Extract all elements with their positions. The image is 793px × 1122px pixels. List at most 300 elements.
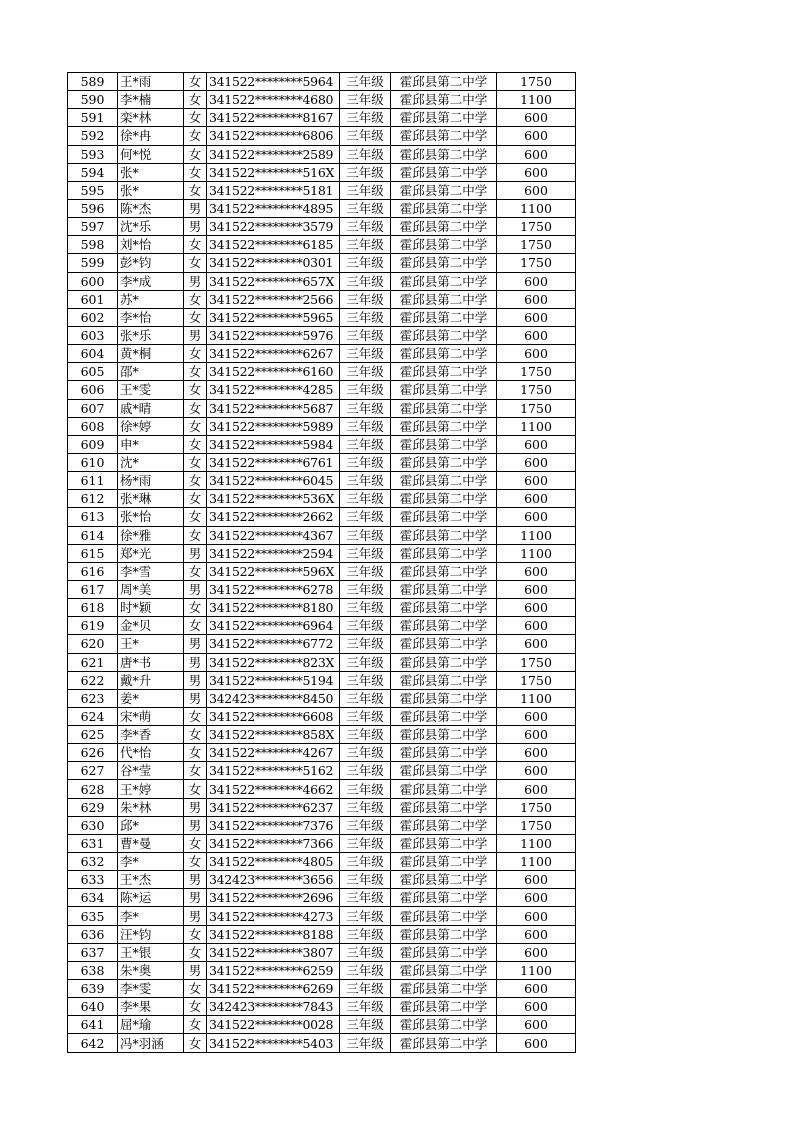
row-number-cell: 590 bbox=[68, 91, 118, 109]
student-name-cell: 王*雨 bbox=[118, 73, 184, 91]
school-cell: 霍邱县第二中学 bbox=[391, 399, 497, 417]
gender-cell: 女 bbox=[184, 435, 207, 453]
grade-cell: 三年级 bbox=[340, 816, 391, 834]
id-number-cell: 341522********5162 bbox=[207, 762, 340, 780]
grade-cell: 三年级 bbox=[340, 145, 391, 163]
row-number-cell: 589 bbox=[68, 73, 118, 91]
table-row bbox=[68, 399, 576, 417]
school-cell: 霍邱县第二中学 bbox=[391, 707, 497, 725]
school-cell: 霍邱县第二中学 bbox=[391, 91, 497, 109]
table-row bbox=[68, 417, 576, 435]
table-row bbox=[68, 472, 576, 490]
student-name-cell: 王*婷 bbox=[118, 780, 184, 798]
student-name-cell: 李* bbox=[118, 907, 184, 925]
table-row bbox=[68, 961, 576, 979]
id-number-cell: 341522********5989 bbox=[207, 417, 340, 435]
row-number-cell: 614 bbox=[68, 526, 118, 544]
grade-cell: 三年级 bbox=[340, 544, 391, 562]
table-row bbox=[68, 780, 576, 798]
amount-cell: 1750 bbox=[497, 363, 576, 381]
id-number-cell: 341522********596X bbox=[207, 562, 340, 580]
student-name-cell: 戚*晴 bbox=[118, 399, 184, 417]
id-number-cell: 341522********4267 bbox=[207, 744, 340, 762]
row-number-cell: 593 bbox=[68, 145, 118, 163]
gender-cell: 女 bbox=[184, 599, 207, 617]
student-name-cell: 沈* bbox=[118, 453, 184, 471]
row-number-cell: 608 bbox=[68, 417, 118, 435]
id-number-cell: 341522********4680 bbox=[207, 91, 340, 109]
table-row bbox=[68, 218, 576, 236]
amount-cell: 600 bbox=[497, 907, 576, 925]
student-name-cell: 李* bbox=[118, 853, 184, 871]
row-number-cell: 615 bbox=[68, 544, 118, 562]
gender-cell: 女 bbox=[184, 290, 207, 308]
table-row bbox=[68, 816, 576, 834]
gender-cell: 男 bbox=[184, 544, 207, 562]
student-name-cell: 金*贝 bbox=[118, 617, 184, 635]
amount-cell: 1100 bbox=[497, 526, 576, 544]
table-row bbox=[68, 580, 576, 598]
school-cell: 霍邱县第二中学 bbox=[391, 580, 497, 598]
school-cell: 霍邱县第二中学 bbox=[391, 73, 497, 91]
table-row bbox=[68, 199, 576, 217]
school-cell: 霍邱县第二中学 bbox=[391, 943, 497, 961]
row-number-cell: 637 bbox=[68, 943, 118, 961]
row-number-cell: 602 bbox=[68, 308, 118, 326]
id-number-cell: 341522********6278 bbox=[207, 580, 340, 598]
gender-cell: 女 bbox=[184, 308, 207, 326]
grade-cell: 三年级 bbox=[340, 345, 391, 363]
amount-cell: 1750 bbox=[497, 399, 576, 417]
amount-cell: 600 bbox=[497, 326, 576, 344]
table-row bbox=[68, 453, 576, 471]
table-row bbox=[68, 834, 576, 852]
grade-cell: 三年级 bbox=[340, 508, 391, 526]
student-name-cell: 何*悦 bbox=[118, 145, 184, 163]
table-row bbox=[68, 907, 576, 925]
grade-cell: 三年级 bbox=[340, 308, 391, 326]
gender-cell: 男 bbox=[184, 326, 207, 344]
student-name-cell: 申* bbox=[118, 435, 184, 453]
id-number-cell: 341522********4285 bbox=[207, 381, 340, 399]
row-number-cell: 630 bbox=[68, 816, 118, 834]
amount-cell: 600 bbox=[497, 508, 576, 526]
id-number-cell: 341522********536X bbox=[207, 490, 340, 508]
amount-cell: 1100 bbox=[497, 91, 576, 109]
id-number-cell: 341522********5181 bbox=[207, 181, 340, 199]
school-cell: 霍邱县第二中学 bbox=[391, 925, 497, 943]
gender-cell: 男 bbox=[184, 816, 207, 834]
row-number-cell: 631 bbox=[68, 834, 118, 852]
row-number-cell: 605 bbox=[68, 363, 118, 381]
table-row bbox=[68, 381, 576, 399]
student-name-cell: 黄*桐 bbox=[118, 345, 184, 363]
student-name-cell: 冯*羽涵 bbox=[118, 1034, 184, 1052]
school-cell: 霍邱县第二中学 bbox=[391, 980, 497, 998]
table-row bbox=[68, 889, 576, 907]
amount-cell: 1100 bbox=[497, 544, 576, 562]
amount-cell: 600 bbox=[497, 871, 576, 889]
student-name-cell: 邱* bbox=[118, 816, 184, 834]
gender-cell: 女 bbox=[184, 1034, 207, 1052]
student-name-cell: 李*楠 bbox=[118, 91, 184, 109]
table-row bbox=[68, 508, 576, 526]
school-cell: 霍邱县第二中学 bbox=[391, 218, 497, 236]
id-number-cell: 341522********6185 bbox=[207, 236, 340, 254]
id-number-cell: 341522********4273 bbox=[207, 907, 340, 925]
id-number-cell: 341522********5976 bbox=[207, 326, 340, 344]
amount-cell: 600 bbox=[497, 980, 576, 998]
row-number-cell: 616 bbox=[68, 562, 118, 580]
table-row bbox=[68, 308, 576, 326]
student-subsidy-table bbox=[67, 72, 576, 1053]
gender-cell: 男 bbox=[184, 580, 207, 598]
amount-cell: 600 bbox=[497, 1016, 576, 1034]
id-number-cell: 341522********858X bbox=[207, 726, 340, 744]
id-number-cell: 341522********4805 bbox=[207, 853, 340, 871]
id-number-cell: 341522********6761 bbox=[207, 453, 340, 471]
gender-cell: 女 bbox=[184, 417, 207, 435]
row-number-cell: 620 bbox=[68, 635, 118, 653]
table-row bbox=[68, 127, 576, 145]
row-number-cell: 639 bbox=[68, 980, 118, 998]
amount-cell: 600 bbox=[497, 562, 576, 580]
table-row bbox=[68, 490, 576, 508]
row-number-cell: 595 bbox=[68, 181, 118, 199]
id-number-cell: 341522********6964 bbox=[207, 617, 340, 635]
gender-cell: 女 bbox=[184, 145, 207, 163]
id-number-cell: 341522********5984 bbox=[207, 435, 340, 453]
grade-cell: 三年级 bbox=[340, 73, 391, 91]
row-number-cell: 613 bbox=[68, 508, 118, 526]
table-row bbox=[68, 145, 576, 163]
grade-cell: 三年级 bbox=[340, 853, 391, 871]
school-cell: 霍邱县第二中学 bbox=[391, 145, 497, 163]
student-name-cell: 苏* bbox=[118, 290, 184, 308]
gender-cell: 女 bbox=[184, 163, 207, 181]
amount-cell: 1750 bbox=[497, 798, 576, 816]
table-row bbox=[68, 998, 576, 1016]
student-name-cell: 朱*林 bbox=[118, 798, 184, 816]
amount-cell: 600 bbox=[497, 290, 576, 308]
amount-cell: 1750 bbox=[497, 73, 576, 91]
grade-cell: 三年级 bbox=[340, 417, 391, 435]
amount-cell: 600 bbox=[497, 998, 576, 1016]
gender-cell: 女 bbox=[184, 726, 207, 744]
id-number-cell: 341522********7366 bbox=[207, 834, 340, 852]
school-cell: 霍邱县第二中学 bbox=[391, 834, 497, 852]
school-cell: 霍邱县第二中学 bbox=[391, 508, 497, 526]
grade-cell: 三年级 bbox=[340, 472, 391, 490]
school-cell: 霍邱县第二中学 bbox=[391, 472, 497, 490]
id-number-cell: 341522********657X bbox=[207, 272, 340, 290]
id-number-cell: 341522********6608 bbox=[207, 707, 340, 725]
id-number-cell: 341522********6269 bbox=[207, 980, 340, 998]
amount-cell: 600 bbox=[497, 617, 576, 635]
school-cell: 霍邱县第二中学 bbox=[391, 816, 497, 834]
row-number-cell: 599 bbox=[68, 254, 118, 272]
school-cell: 霍邱县第二中学 bbox=[391, 526, 497, 544]
gender-cell: 女 bbox=[184, 236, 207, 254]
student-name-cell: 姜* bbox=[118, 689, 184, 707]
school-cell: 霍邱县第二中学 bbox=[391, 236, 497, 254]
student-name-cell: 李*成 bbox=[118, 272, 184, 290]
student-name-cell: 李*香 bbox=[118, 726, 184, 744]
table-row bbox=[68, 326, 576, 344]
student-name-cell: 张* bbox=[118, 163, 184, 181]
school-cell: 霍邱县第二中学 bbox=[391, 907, 497, 925]
grade-cell: 三年级 bbox=[340, 236, 391, 254]
row-number-cell: 601 bbox=[68, 290, 118, 308]
amount-cell: 1100 bbox=[497, 417, 576, 435]
id-number-cell: 341522********4895 bbox=[207, 199, 340, 217]
school-cell: 霍邱县第二中学 bbox=[391, 417, 497, 435]
school-cell: 霍邱县第二中学 bbox=[391, 889, 497, 907]
amount-cell: 600 bbox=[497, 744, 576, 762]
student-name-cell: 张*怡 bbox=[118, 508, 184, 526]
table-row bbox=[68, 707, 576, 725]
row-number-cell: 634 bbox=[68, 889, 118, 907]
amount-cell: 600 bbox=[497, 163, 576, 181]
gender-cell: 男 bbox=[184, 671, 207, 689]
student-name-cell: 戴*升 bbox=[118, 671, 184, 689]
student-name-cell: 曹*曼 bbox=[118, 834, 184, 852]
grade-cell: 三年级 bbox=[340, 1034, 391, 1052]
table-row bbox=[68, 345, 576, 363]
table-row bbox=[68, 925, 576, 943]
row-number-cell: 641 bbox=[68, 1016, 118, 1034]
row-number-cell: 603 bbox=[68, 326, 118, 344]
grade-cell: 三年级 bbox=[340, 490, 391, 508]
row-number-cell: 635 bbox=[68, 907, 118, 925]
id-number-cell: 341522********2662 bbox=[207, 508, 340, 526]
gender-cell: 女 bbox=[184, 181, 207, 199]
gender-cell: 男 bbox=[184, 218, 207, 236]
table-row bbox=[68, 562, 576, 580]
school-cell: 霍邱县第二中学 bbox=[391, 199, 497, 217]
table-row bbox=[68, 181, 576, 199]
table-row bbox=[68, 272, 576, 290]
grade-cell: 三年级 bbox=[340, 453, 391, 471]
student-name-cell: 李*怡 bbox=[118, 308, 184, 326]
row-number-cell: 594 bbox=[68, 163, 118, 181]
school-cell: 霍邱县第二中学 bbox=[391, 1016, 497, 1034]
table-row bbox=[68, 254, 576, 272]
grade-cell: 三年级 bbox=[340, 363, 391, 381]
student-name-cell: 刘*怡 bbox=[118, 236, 184, 254]
row-number-cell: 622 bbox=[68, 671, 118, 689]
id-number-cell: 341522********7376 bbox=[207, 816, 340, 834]
table-row bbox=[68, 236, 576, 254]
school-cell: 霍邱县第二中学 bbox=[391, 617, 497, 635]
table-body bbox=[68, 73, 576, 1053]
school-cell: 霍邱县第二中学 bbox=[391, 998, 497, 1016]
gender-cell: 女 bbox=[184, 744, 207, 762]
amount-cell: 1100 bbox=[497, 199, 576, 217]
row-number-cell: 600 bbox=[68, 272, 118, 290]
gender-cell: 女 bbox=[184, 363, 207, 381]
gender-cell: 女 bbox=[184, 127, 207, 145]
student-name-cell: 谷*莹 bbox=[118, 762, 184, 780]
student-name-cell: 徐*雅 bbox=[118, 526, 184, 544]
grade-cell: 三年级 bbox=[340, 617, 391, 635]
table-row bbox=[68, 943, 576, 961]
gender-cell: 女 bbox=[184, 109, 207, 127]
id-number-cell: 341522********8167 bbox=[207, 109, 340, 127]
id-number-cell: 341522********6806 bbox=[207, 127, 340, 145]
grade-cell: 三年级 bbox=[340, 526, 391, 544]
school-cell: 霍邱县第二中学 bbox=[391, 490, 497, 508]
row-number-cell: 632 bbox=[68, 853, 118, 871]
grade-cell: 三年级 bbox=[340, 798, 391, 816]
school-cell: 霍邱县第二中学 bbox=[391, 762, 497, 780]
school-cell: 霍邱县第二中学 bbox=[391, 635, 497, 653]
school-cell: 霍邱县第二中学 bbox=[391, 308, 497, 326]
row-number-cell: 640 bbox=[68, 998, 118, 1016]
school-cell: 霍邱县第二中学 bbox=[391, 726, 497, 744]
amount-cell: 1750 bbox=[497, 381, 576, 399]
amount-cell: 600 bbox=[497, 127, 576, 145]
student-name-cell: 彭*钧 bbox=[118, 254, 184, 272]
id-number-cell: 341522********2566 bbox=[207, 290, 340, 308]
table-row bbox=[68, 726, 576, 744]
row-number-cell: 610 bbox=[68, 453, 118, 471]
gender-cell: 女 bbox=[184, 853, 207, 871]
amount-cell: 1100 bbox=[497, 834, 576, 852]
amount-cell: 600 bbox=[497, 472, 576, 490]
table-row bbox=[68, 544, 576, 562]
id-number-cell: 341522********2696 bbox=[207, 889, 340, 907]
table-row bbox=[68, 599, 576, 617]
amount-cell: 1100 bbox=[497, 853, 576, 871]
grade-cell: 三年级 bbox=[340, 562, 391, 580]
row-number-cell: 628 bbox=[68, 780, 118, 798]
id-number-cell: 341522********5403 bbox=[207, 1034, 340, 1052]
table-row bbox=[68, 91, 576, 109]
grade-cell: 三年级 bbox=[340, 399, 391, 417]
gender-cell: 女 bbox=[184, 1016, 207, 1034]
student-name-cell: 沈*乐 bbox=[118, 218, 184, 236]
student-name-cell: 徐*婷 bbox=[118, 417, 184, 435]
row-number-cell: 636 bbox=[68, 925, 118, 943]
row-number-cell: 591 bbox=[68, 109, 118, 127]
id-number-cell: 341522********6237 bbox=[207, 798, 340, 816]
amount-cell: 1100 bbox=[497, 689, 576, 707]
grade-cell: 三年级 bbox=[340, 435, 391, 453]
table-row bbox=[68, 744, 576, 762]
gender-cell: 女 bbox=[184, 998, 207, 1016]
grade-cell: 三年级 bbox=[340, 689, 391, 707]
amount-cell: 1750 bbox=[497, 254, 576, 272]
table-row bbox=[68, 617, 576, 635]
amount-cell: 1100 bbox=[497, 961, 576, 979]
gender-cell: 女 bbox=[184, 73, 207, 91]
table-row bbox=[68, 1016, 576, 1034]
amount-cell: 600 bbox=[497, 762, 576, 780]
grade-cell: 三年级 bbox=[340, 163, 391, 181]
table-row bbox=[68, 290, 576, 308]
school-cell: 霍邱县第二中学 bbox=[391, 798, 497, 816]
gender-cell: 女 bbox=[184, 453, 207, 471]
grade-cell: 三年级 bbox=[340, 961, 391, 979]
id-number-cell: 341522********6160 bbox=[207, 363, 340, 381]
grade-cell: 三年级 bbox=[340, 91, 391, 109]
row-number-cell: 638 bbox=[68, 961, 118, 979]
row-number-cell: 617 bbox=[68, 580, 118, 598]
grade-cell: 三年级 bbox=[340, 889, 391, 907]
id-number-cell: 341522********8180 bbox=[207, 599, 340, 617]
gender-cell: 女 bbox=[184, 508, 207, 526]
school-cell: 霍邱县第二中学 bbox=[391, 671, 497, 689]
student-name-cell: 张* bbox=[118, 181, 184, 199]
student-name-cell: 邵* bbox=[118, 363, 184, 381]
row-number-cell: 604 bbox=[68, 345, 118, 363]
school-cell: 霍邱县第二中学 bbox=[391, 163, 497, 181]
amount-cell: 600 bbox=[497, 726, 576, 744]
id-number-cell: 341522********5687 bbox=[207, 399, 340, 417]
grade-cell: 三年级 bbox=[340, 943, 391, 961]
table-row bbox=[68, 762, 576, 780]
gender-cell: 男 bbox=[184, 689, 207, 707]
school-cell: 霍邱县第二中学 bbox=[391, 871, 497, 889]
gender-cell: 女 bbox=[184, 254, 207, 272]
amount-cell: 600 bbox=[497, 181, 576, 199]
grade-cell: 三年级 bbox=[340, 181, 391, 199]
school-cell: 霍邱县第二中学 bbox=[391, 272, 497, 290]
grade-cell: 三年级 bbox=[340, 272, 391, 290]
gender-cell: 女 bbox=[184, 925, 207, 943]
id-number-cell: 341522********6259 bbox=[207, 961, 340, 979]
gender-cell: 男 bbox=[184, 272, 207, 290]
amount-cell: 600 bbox=[497, 109, 576, 127]
amount-cell: 600 bbox=[497, 308, 576, 326]
row-number-cell: 592 bbox=[68, 127, 118, 145]
row-number-cell: 621 bbox=[68, 653, 118, 671]
student-name-cell: 王* bbox=[118, 635, 184, 653]
table-row bbox=[68, 689, 576, 707]
id-number-cell: 341522********2594 bbox=[207, 544, 340, 562]
grade-cell: 三年级 bbox=[340, 980, 391, 998]
row-number-cell: 629 bbox=[68, 798, 118, 816]
gender-cell: 男 bbox=[184, 635, 207, 653]
gender-cell: 女 bbox=[184, 707, 207, 725]
gender-cell: 男 bbox=[184, 889, 207, 907]
amount-cell: 600 bbox=[497, 889, 576, 907]
school-cell: 霍邱县第二中学 bbox=[391, 181, 497, 199]
school-cell: 霍邱县第二中学 bbox=[391, 345, 497, 363]
school-cell: 霍邱县第二中学 bbox=[391, 363, 497, 381]
table-row bbox=[68, 653, 576, 671]
school-cell: 霍邱县第二中学 bbox=[391, 109, 497, 127]
amount-cell: 600 bbox=[497, 635, 576, 653]
row-number-cell: 611 bbox=[68, 472, 118, 490]
gender-cell: 女 bbox=[184, 91, 207, 109]
row-number-cell: 619 bbox=[68, 617, 118, 635]
table-row bbox=[68, 363, 576, 381]
school-cell: 霍邱县第二中学 bbox=[391, 853, 497, 871]
amount-cell: 1750 bbox=[497, 671, 576, 689]
student-name-cell: 王*银 bbox=[118, 943, 184, 961]
grade-cell: 三年级 bbox=[340, 599, 391, 617]
gender-cell: 女 bbox=[184, 762, 207, 780]
grade-cell: 三年级 bbox=[340, 762, 391, 780]
gender-cell: 女 bbox=[184, 780, 207, 798]
school-cell: 霍邱县第二中学 bbox=[391, 780, 497, 798]
table-row bbox=[68, 853, 576, 871]
grade-cell: 三年级 bbox=[340, 127, 391, 145]
student-name-cell: 徐*冉 bbox=[118, 127, 184, 145]
student-name-cell: 代*怡 bbox=[118, 744, 184, 762]
